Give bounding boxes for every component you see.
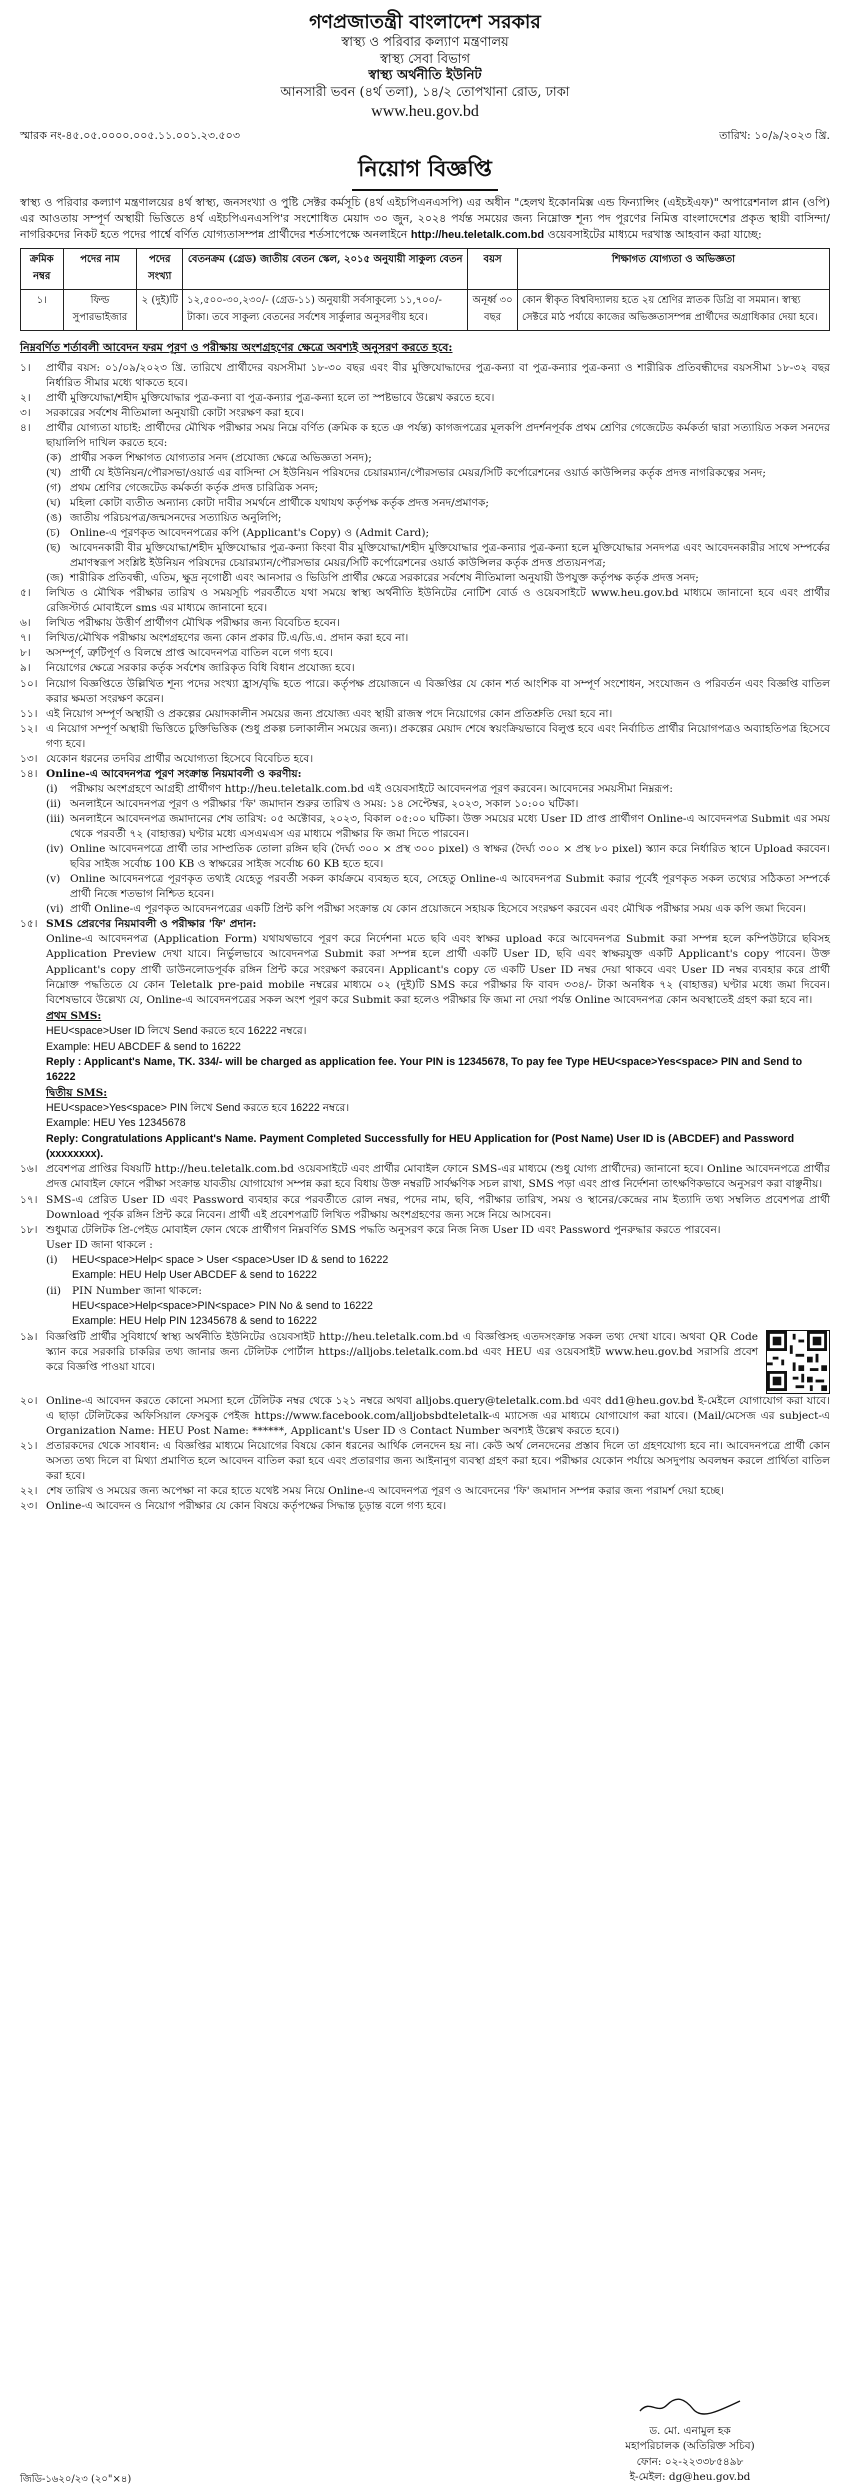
sms1-title: প্রথম SMS: (46, 1009, 102, 1022)
item-number: ৮। (20, 647, 31, 660)
sub-item-number: (v) (46, 872, 61, 885)
sub-list-item (46, 526, 830, 541)
column-header: বেতনক্রম (গ্রেড) জাতীয় বেতন স্কেল, ২০১৫ অনুযায়ী সাকুল্য বেতন (183, 248, 468, 289)
sub-item-number: (ঙ) (46, 512, 63, 525)
item-number: ১২। (20, 722, 38, 735)
sub-list-item (46, 902, 830, 917)
sub-item-text: শারীরিক প্রতিবন্ধী, এতিম, ক্ষুদ্র নৃগোষ্ঠী এবং আনসার ও ভিডিপি প্রার্থীর ক্ষেত্রে সরকারের সর্বশেষ নীতিমালা অনুযায়ী উপযুক্ত কর্তৃপক্ষ কর্তৃক প্রদত্ত সনদ; (70, 572, 699, 585)
list-item (20, 767, 830, 782)
column-header: পদের সংখ্যা (137, 248, 183, 289)
item-text: প্রতারকদের থেকে সাবধান: এ বিজ্ঞপ্তির মাধ্যমে নিয়োগের বিষয়ে কোন ধরনের আর্থিক লেনদেন হয় না। কেউ অর্থ লেনদেনের প্রস্তাব দিলে তা গ্রহণযোগ্য হবে না। আবেদনপত্রে প্রার্থী কোন অসত্য তথ্য দিলে বা মিথ্যা প্রমাণিত হলে আবেদন বাতিল করা হবে এবং প্রতারণার জন্য আইনানুগ ব্যবস্থা গ্রহণ করা হবে। পরীক্ষার যেকোন পর্যায়ে অসদুপায় অবলম্বন করলে প্রার্থিতা বাতিল করা হবে। (46, 1439, 830, 1482)
item-text: যেকোন ধরনের তদবির প্রার্থীর অযোগ্যতা হিসেবে বিবেচিত হবে। (46, 752, 314, 765)
item-text: প্রার্থীর বয়স: ০১/০৯/২০২৩ খ্রি. তারিখে প্রার্থীদের বয়সসীমা ১৮-৩০ বছর এবং বীর মুক্তিযোদ্ধাদের পুত্র-কন্যা বা পুত্র-কন্যার পুত্র-কন্যা ও শারীরিক প্রতিবন্ধীদের বয়সসীমা ১৮-৩২ বছর নির্ধারিত সীমার মধ্যে থাকতে হবে। (46, 361, 830, 389)
sub-item-number: (খ) (46, 467, 62, 480)
list-item (20, 586, 830, 616)
sub-item-text: প্রার্থী যে ইউনিয়ন/পৌরসভা/ওয়ার্ড এর বাসিন্দা সে ইউনিয়ন পরিষদের চেয়ারম্যান/পৌরসভার মেয়র/সিটি কর্পোরেশনের ওয়ার্ড কাউন্সিলর কর্তৃক প্রদত্ত নাগরিকত্বের সনদ; (70, 467, 766, 480)
item-number: ২২। (20, 1484, 38, 1497)
cell-post: ফিল্ড সুপারভাইজার (63, 289, 137, 330)
item-text: প্রবেশপত্র প্রাপ্তির বিষয়টি http://heu.teletalk.com.bd ওয়েবসাইটে এবং প্রার্থীর মোবাইল ফোনে SMS-এর মাধ্যমে (শুধু যোগ্য প্রার্থীদের) জানানো হবে। Online আবেদনপত্রে প্রার্থীর প্রদত্ত মোবাইল ফোনে পরীক্ষা সংক্রান্ত যাবতীয় যোগাযোগ সম্পন্ন করা হবে বিধায় উক্ত নম্বরটি সার্বক্ষণিক সচল রাখা, SMS পড়া এবং প্রাপ্ত নির্দেশনা তাৎক্ষণিকভাবে অনুসরণ করা বাঞ্ছনীয়। (46, 1163, 830, 1191)
sms2-format: HEU<space>Yes<space> PIN লিখে Send করতে হবে 16222 নম্বরে। (46, 1102, 350, 1114)
sub-list-item (46, 541, 830, 571)
list-item (20, 661, 830, 676)
sub-list (20, 782, 830, 917)
unit-name: স্বাস্থ্য অর্থনীতি ইউনিট (368, 68, 482, 84)
cell-age: অনূর্ধ্ব ৩০ বছর (468, 289, 518, 330)
item-number: ১০। (20, 677, 38, 690)
item-text: Online-এ আবেদন করতে কোনো সমস্যা হলে টেলিটক নম্বর থেকে ১২১ নম্বরে অথবা alljobs.query@teletalk.com.bd এবং dd1@heu.gov.bd ই-মেইলে যোগাযোগ করা যাবে। এ ছাড়া টেলিটকের অফিসিয়াল ফেসবুক পেইজ https://www.facebook.com/alljobsbdteletalk-এ ম্যাসেজ এর মাধ্যমে যোগাযোগ করা যাবে। (Mail/মেসেজ এর subject-এ Organization Name: HEU Post Name: ******, Applicant's User ID ও Contact Number অবশ্যই উল্লেখ করতে হবে।) (46, 1394, 830, 1437)
sub-list-item (46, 797, 830, 812)
conditions-list-3 (20, 1330, 830, 1514)
list-item (20, 722, 830, 752)
item-text: লিখিত/মৌখিক পরীক্ষায় অংশগ্রহণের জন্য কোন প্রকার টি.এ/ডি.এ. প্রদান করা হবে না। (46, 632, 409, 645)
sub-list-item (46, 571, 830, 586)
item-text: Online-এ আবেদনপত্র পূরণ সংক্রান্ত নিয়মাবলী ও করণীয়: (46, 767, 302, 780)
sub-list-item (46, 812, 830, 842)
notice-title: নিয়োগ বিজ্ঞপ্তি (20, 152, 830, 191)
sub-item-text: Online আবেদনপত্রে প্রার্থী তার সাম্প্রতিক তোলা রঙ্গিন ছবি (দৈর্ঘ্য ৩০০ × প্রস্থ ৩০০ pixel) ও স্বাক্ষর (দৈর্ঘ্য ৩০০ × প্রস্থ ৮০ pixel) স্ক্যান করে নির্ধারিত স্থানে Upload করবেন। ছবির সাইজ সর্বোচ্চ 100 KB ও স্বাক্ষরের সাইজ সর্বোচ্চ 60 KB হতে হবে। (70, 842, 830, 870)
sub-item-number: (iii) (46, 812, 65, 825)
gd-reference: জিডি-১৬২০/২৩ (২০"×৪) (20, 2474, 132, 2485)
list-item (20, 361, 830, 391)
signature-block (590, 2395, 790, 2485)
item-text: প্রার্থীর যোগ্যতা যাচাই: প্রার্থীদের মৌখিক পরীক্ষার সময় নিম্নে বর্ণিত (ক্রমিক ক হতে ঞ পর্যন্ত) কাগজপত্রের মূলকপি প্রদর্শনপূর্বক প্রথম শ্রেণির গেজেটেড কর্মকর্তা দ্বারা সত্যায়িত সকল সনদের ছায়ালিপি দাখিল করতে হবে: (46, 421, 830, 450)
column-header: ক্রমিক নম্বর (21, 248, 64, 289)
list-item (20, 406, 830, 421)
item-number: ৭। (20, 632, 31, 645)
letterhead (20, 10, 830, 123)
signatory-name: ড. মো. এনামুল হক (649, 2425, 731, 2438)
office-address: আনসারী ভবন (৪র্থ তলা), ১৪/২ তোপখানা রোড, ঢাকা (280, 85, 570, 101)
website-link[interactable]: www.heu.gov.bd (371, 103, 479, 121)
government-name: গণপ্রজাতন্ত্রী বাংলাদেশ সরকার (309, 11, 541, 33)
sub-item-text: Online আবেদনপত্রে পূরণকৃত তথ্যই যেহেতু পরবর্তী সকল কার্যক্রমে ব্যবহৃত হবে, সেহেতু Online-এ আবেদনপত্র Submit করার পূর্বেই পূরণকৃত সকল তথ্যের সঠিকতা সম্পর্কে প্রার্থী নিজে শতভাগ নিশ্চিত হবেন। (70, 872, 830, 900)
item-number: ২০। (20, 1394, 38, 1407)
item-number: ৩। (20, 406, 31, 419)
list-item (20, 631, 830, 646)
conditions-heading: নিম্নবর্ণিত শর্তাবলী আবেদন ফরম পূরণ ও পরীক্ষায় অংশগ্রহণের ক্ষেত্রে অবশ্যই অনুসরণ করতে হবে: (20, 340, 453, 354)
item-number: ২১। (20, 1439, 38, 1452)
sub-item-text: প্রার্থীর সকল শিক্ষাগত যোগ্যতার সনদ (প্রযোজ্য ক্ষেত্রে অভিজ্ঞতা সনদ); (70, 452, 372, 465)
sub-item-number: (ঘ) (46, 497, 61, 510)
sub-list-item (46, 872, 830, 902)
sub-item-number: (গ) (46, 482, 62, 495)
sub-item-number: (চ) (46, 527, 60, 540)
conditions-list-2 (20, 1162, 830, 1237)
sub-item-text: Online-এ পূরণকৃত আবেদনপত্রের কপি (Applicant's Copy) ও (Admit Card); (70, 527, 430, 540)
item-text: SMS-এ প্রেরিত User ID এবং Password ব্যবহার করে পরবর্তীতে রোল নম্বর, পদের নাম, ছবি, পরীক্ষার তারিখ, সময় ও স্থানের/কেন্দ্রের নাম ইত্যাদি তথ্য সম্বলিত প্রবেশপত্র প্রার্থী Download পূর্বক রঙ্গিন প্রিন্ট করে নিবেন। প্রার্থী এই প্রবেশপত্রটি লিখিত পরীক্ষায় অংশগ্রহণের জন্য সঙ্গে নিয়ে আসবেন। (46, 1193, 830, 1221)
list-item (20, 421, 830, 451)
signature-scribble-icon (635, 2395, 745, 2417)
cell-salary: ১২,৫০০-৩০,২৩০/- (গ্রেড-১১) অনুযায়ী সর্বসাকুল্যে ১১,৭০০/- টাকা। তবে সাকুল্য বেতনের সর্বশেষ সার্কুলার অনুসরণীয় হবে। (183, 289, 468, 330)
sub-item-number: (ছ) (46, 542, 61, 555)
list-item (20, 1162, 830, 1192)
list-item (20, 646, 830, 661)
division-name: স্বাস্থ্য সেবা বিভাগ (379, 51, 471, 67)
sub-item-text: প্রথম শ্রেণির গেজেটেড কর্মকর্তা কর্তৃক প্রদত্ত চারিত্রিক সনদ; (70, 482, 319, 495)
table-row (21, 289, 830, 330)
item-number: ১৯। (20, 1330, 38, 1343)
sms1-example: Example: HEU ABCDEF & send to 16222 (46, 1040, 241, 1053)
sub-item-number: (vi) (46, 902, 64, 915)
item-text: প্রার্থী মুক্তিযোদ্ধা/শহীদ মুক্তিযোদ্ধার পুত্র-কন্যা বা পুত্র-কন্যার পুত্র-কন্যা হলে তা স্পষ্টভাবে উল্লেখ করতে হবে। (46, 391, 495, 404)
memo-number: স্মারক নং-৪৫.০৫.০০০০.০০৫.১১.০০১.২৩.৫০৩ (20, 129, 240, 143)
item-number: ১। (20, 361, 31, 374)
list-item (20, 1193, 830, 1223)
sub-list-item (46, 842, 830, 872)
sub-item-number: (ক) (46, 452, 62, 465)
list-item (20, 1439, 830, 1484)
sub-list-item (46, 496, 830, 511)
item-text: এই নিয়োগ সম্পূর্ণ অস্থায়ী ও প্রকল্পের মেয়াদকালীন সময়ের জন্য প্রযোজ্য এবং স্থায়ী রাজস্ব পদে নিয়োগের কোন প্রতিশ্রুতি দেয়া হবে না। (46, 707, 613, 720)
item-number: ১৮। (20, 1223, 38, 1236)
item-number: ৯। (20, 662, 31, 675)
list-item (20, 707, 830, 722)
sub-list-item (46, 466, 830, 481)
sms2-example: Example: HEU Yes 12345678 (46, 1117, 186, 1130)
list-item (20, 752, 830, 767)
memo-date: তারিখ: ১০/৯/২০২৩ খ্রি. (719, 129, 830, 143)
item-text: লিখিত পরীক্ষায় উত্তীর্ণ প্রার্থীগণ মৌখিক পরীক্ষার জন্য বিবেচিত হবেন। (46, 617, 340, 630)
sub-list-item (46, 511, 830, 526)
item-text: অসম্পূর্ণ, ত্রুটিপূর্ণ ও বিলম্বে প্রাপ্ত আবেদনপত্র বাতিল বলে গণ্য হবে। (46, 647, 333, 660)
item-number: ২। (20, 391, 31, 404)
list-item (20, 1223, 830, 1238)
sub-item-number: (iv) (46, 842, 64, 855)
sms-intro: Online-এ আবেদনপত্র (Application Form) যথাযথভাবে পূরণ করে নির্দেশনা মতে ছবি এবং স্বাক্ষর upload করে আবেদনপত্র Submit করা সম্পন্ন হলে কম্পিউটারে ছবিসহ Application Preview দেখা যাবে। নির্ভুলভাবে আবেদনপত্র Submit করা সম্পন্ন হলে প্রার্থী একটি User ID, ছবি এবং স্বাক্ষরযুক্ত একটি Applicant's copy পাবেন। উক্ত Applicant's copy প্রার্থী ডাউনলোডপূর্বক রঙ্গিন প্রিন্ট করে সংরক্ষণ করবেন। Applicant's copy তে একটি User ID নম্বর দেয়া থাকবে এবং User ID নম্বর ব্যবহার করে প্রার্থী নিম্নোক্ত পদ্ধতিতে যে কোন Teletalk pre-paid mobile নম্বরের মাধ্যমে ০২ (দুই)টি SMS করে পরীক্ষার ফি বাবদ ৩৩৪/- টাকা অনধিক ৭২ (বাহাত্তর) ঘণ্টার মধ্যে জমা দিবেন। বিশেষভাবে উল্লেখ্য যে, Online-এ আবেদনপত্রের সকল অংশ পূরণ করে Submit করা হলেও পরীক্ষার ফি জমা না দেয়া পর্যন্ত Online আবেদনপত্র কোন অবস্থাতেই গ্রহণ করা হবে না। (46, 933, 830, 1007)
list-item (20, 1330, 830, 1394)
sub-item-text: মহিলা কোটা ব্যতীত অন্যান্য কোটা দাবীর সমর্থনে প্রার্থীকে যথাযথ কর্তৃপক্ষ কর্তৃক প্রদত্ত সনদ/প্রমাণক; (70, 497, 489, 510)
cell-serial: ১। (21, 289, 64, 330)
sms2-title: দ্বিতীয় SMS: (46, 1086, 108, 1099)
sub-list-item (46, 451, 830, 466)
column-header: পদের নাম (63, 248, 137, 289)
item-text: এ নিয়োগ সম্পূর্ণ অস্থায়ী ভিত্তিতে চুক্তিভিত্তিক (শুধু প্রকল্প চলাকালীন সময়ের জন্য)। প্রকল্পের মেয়াদ শেষে স্বয়ংক্রিয়ভাবে বিলুপ্ত হবে এবং নির্বাচিত প্রার্থীর নিয়োগপত্রও অব্যাহতিপত্র হিসেবে গণ্য হবে। (46, 722, 830, 750)
table-header-row (21, 248, 830, 289)
sub-list-item (46, 481, 830, 496)
item-text: নিয়োগের ক্ষেত্রে সরকার কর্তৃক সর্বশেষ জারিকৃত বিধি বিধান প্রযোজ্য হবে। (46, 662, 355, 675)
list-item (20, 391, 830, 406)
sms2-reply: Reply: Congratulations Applicant's Name. Payment Completed Successfully for HEU Application for (Post Name) User ID is (ABCDEF) and Password (xxxxxxxx). (46, 1132, 795, 1161)
signatory-phone: ফোন: ০২-২২৩৩৮৫৪৯৮ (636, 2455, 744, 2468)
item-number: ১৩। (20, 752, 38, 765)
sub-item-text: প্রার্থী Online-এ পূরণকৃত আবেদনপত্রের একটি প্রিন্ট কপি পরীক্ষা সংক্রান্ত যে কোন প্রয়োজনে সহায়ক হিসেবে সংরক্ষণ করবেন এবং মৌখিক পরীক্ষার সময় এক কপি জমা দিবেন। (70, 902, 806, 915)
item-text: SMS প্রেরণের নিয়মাবলী ও পরীক্ষার 'ফি' প্রদান: (46, 918, 257, 931)
list-item (20, 616, 830, 631)
table-body (21, 289, 830, 330)
item-number: ১৪। (20, 767, 38, 780)
recovery-section: User ID জানা থাকলে : (i) HEU<space>Help< space > User <space>User ID & send to 16222 Example: HEU Help User ABCDEF & send to 16222 (ii) PIN Number জানা থাকলে: HEU<space>Help<space>PIN<space> PIN No & send to 16222 Example: HEU Help PIN 12345678 & send to 16222 (20, 1238, 830, 1330)
item-text: শেষ তারিখ ও সময়ের জন্য অপেক্ষা না করে হাতে যথেষ্ট সময় নিয়ে Online-এ আবেদনপত্র পূরণ ও আবেদনের 'ফি' জমাদান সম্পন্ন করার জন্য পরামর্শ দেয়া হচ্ছে। (46, 1484, 724, 1497)
list-item (20, 1484, 830, 1499)
column-header: বয়স (468, 248, 518, 289)
item-number: ১৬। (20, 1163, 38, 1176)
item-text: সরকারের সর্বশেষ নীতিমালা অনুযায়ী কোটা সংরক্ষণ করা হবে। (46, 406, 305, 419)
sub-item-text: জাতীয় পরিচয়পত্র/জন্মসনদের সত্যায়িত অনুলিপি; (70, 512, 282, 525)
item-text: Online-এ আবেদন ও নিয়োগ পরীক্ষার যে কোন বিষয়ে কর্তৃপক্ষের সিদ্ধান্ত চূড়ান্ত বলে গণ্য হবে। (46, 1499, 447, 1512)
signatory-designation: মহাপরিচালক (অতিরিক্ত সচিব) (625, 2440, 755, 2453)
item-text: বিজ্ঞপ্তিটি প্রার্থীর সুবিধার্থে স্বাস্থ্য অর্থনীতি ইউনিটের ওয়েবসাইট http://heu.teletalk.com.bd এ বিজ্ঞপ্তিসহ এতদসংক্রান্ত সকল তথ্য দেখা যাবে। অথবা QR Code স্ক্যান করে সরকারি চাকরির তথ্য জানার জন্য টেলিটক পোর্টাল https://alljobs.teletalk.com.bd এবং HEU এর ওয়েবসাইট www.heu.gov.bd সরাসরি প্রবেশ করে বিজ্ঞপ্তি পাওয়া যাবে। (46, 1330, 758, 1373)
item-number: ১১। (20, 707, 38, 720)
list-item (20, 1499, 830, 1514)
sub-item-number: (ii) (46, 797, 62, 810)
ministry-name: স্বাস্থ্য ও পরিবার কল্যাণ মন্ত্রণালয় (341, 34, 509, 50)
list-item (20, 917, 830, 932)
sub-item-text: অনলাইনে আবেদনপত্র পূরণ ও পরীক্ষার 'ফি' জমাদান শুরুর তারিখ ও সময়: ১৪ সেপ্টেম্বর, ২০২৩, সকাল ১০:০০ ঘটিকা। (70, 797, 579, 810)
item-number: ২৩। (20, 1499, 38, 1512)
column-header: শিক্ষাগত যোগ্যতা ও অভিজ্ঞতা (518, 248, 830, 289)
item-number: ৫। (20, 587, 31, 600)
item-text: লিখিত ও মৌখিক পরীক্ষার তারিখ ও সময়সূচি পরবর্তীতে যথা সময়ে স্বাস্থ্য অর্থনীতি ইউনিটের নোটিশ বোর্ড ও ওয়েবসাইটে www.heu.gov.bd মাধ্যমে জানানো হবে এবং প্রার্থীর রেজিস্টার্ড মোবাইলে sms এর মাধ্যমে জানানো হবে। (46, 587, 830, 615)
sub-item-number: (i) (46, 782, 58, 795)
cell-count: ২ (দুই)টি (137, 289, 183, 330)
cell-qualification: কোন স্বীকৃত বিশ্ববিদ্যালয় হতে ২য় শ্রেণির স্নাতক ডিগ্রি বা সমমান। স্বাস্থ্য সেক্টরে মাঠ পর্যায়ে কাজের অভিজ্ঞতাসম্পন্ন প্রার্থীদের অগ্রাধিকার দেয়া হবে। (518, 289, 830, 330)
sub-item-text: পরীক্ষায় অংশগ্রহণে আগ্রহী প্রার্থীগণ http://heu.teletalk.com.bd এই ওয়েবসাইটে আবেদনপত্র পূরণ করবেন। আবেদনের সময়সীমা নিম্নরূপ: (70, 782, 673, 795)
sub-list (20, 451, 830, 586)
sms1-reply: Reply : Applicant's Name, TK. 334/- will be charged as application fee. Your PIN is 12345678, To pay fee Type HEU<space>Yes<space> PIN and Send to 16222 (46, 1055, 803, 1084)
item-number: ১৭। (20, 1193, 38, 1206)
recovery-heading: User ID জানা থাকলে : (46, 1238, 153, 1251)
qr-code-icon[interactable] (766, 1330, 830, 1394)
item-number: ৬। (20, 617, 31, 630)
sub-item-text: অনলাইনে আবেদনপত্র জমাদানের শেষ তারিখ: ০৫ অক্টোবর, ২০২৩, বিকাল ০৫:০০ ঘটিকা। উক্ত সময়ের মধ্যে User ID প্রাপ্ত প্রার্থীগণ Online-এ আবেদনপত্র Submit এর সময় থেকে পরবর্তী ৭২ (বাহাত্তর) ঘণ্টার মধ্যে এসএমএস এর মাধ্যমে পরীক্ষার ফি জমা দিতে পারবেন। (70, 812, 830, 840)
item-number: ৪। (20, 421, 31, 434)
list-item (20, 1394, 830, 1439)
sms1-format: HEU<space>User ID লিখে Send করতে হবে 16222 নম্বরে। (46, 1025, 307, 1038)
memo-line (20, 127, 830, 146)
intro-paragraph: স্বাস্থ্য ও পরিবার কল্যাণ মন্ত্রণালয়ের ৪র্থ স্বাস্থ্য, জনসংখ্যা ও পুষ্টি সেক্টর কর্মসূচি (৪র্থ এইচপিএনএসপি) এর অধীন "হেলথ ইকোনমিক্স এন্ড ফিন্যান্সিং (এইচইএফ)" অপারেশনাল প্লান (ওপি) এর আওতায় সম্পূর্ণ অস্থায়ী ভিত্তিতে ৪র্থ এইচপিএনএসপি'র সংশোধিত মেয়াদ ৩০ জুন, ২০২৪ পর্যন্ত সময়ের জন্য নিম্নোক্ত শূন্য পদ পূরণের নিমিত্ত বাংলাদেশের প্রকৃত স্থায়ী বাসিন্দা/নাগরিকদের নিকট হতে পদের পার্শ্বে বর্ণিত যোগ্যতাসম্পন্ন প্রার্থীদের শর্তসাপেক্ষে অনলাইনে http://heu.teletalk.com.bd ওয়েবসাইটের মাধ্যমে দরখাস্ত আহবান করা যাচ্ছে: (20, 196, 830, 241)
sms-section (20, 932, 830, 1162)
item-text: নিয়োগ বিজ্ঞপ্তিতে উল্লিখিত শূন্য পদের সংখ্যা হ্রাস/বৃদ্ধি হতে পারে। কর্তৃপক্ষ প্রয়োজনে এ বিজ্ঞপ্তির যে কোন শর্ত আংশিক বা সম্পূর্ণ সংশোধন, সংযোজন ও পরিবর্তন এবং বিজ্ঞপ্তি বাতিল করার ক্ষমতা সংরক্ষণ করেন। (46, 677, 830, 705)
list-item (20, 677, 830, 707)
sub-item-number: (জ) (46, 572, 64, 585)
conditions-list (20, 361, 830, 932)
sub-item-text: আবেদনকারী বীর মুক্তিযোদ্ধা/শহীদ মুক্তিযোদ্ধার পুত্র-কন্যা কিংবা বীর মুক্তিযোদ্ধা/শহীদ মুক্তিযোদ্ধার পুত্র-কন্যার পুত্র-কন্যা হলে মুক্তিযোদ্ধার সনদপত্র এবং আবেদনকারীর সাথে সম্পর্কের প্রমাণস্বরূপ সংশ্লিষ্ট ইউনিয়ন পরিষদের চেয়ারম্যান/পৌরসভার মেয়র/সিটি কর্পোরেশনের ওয়ার্ড কাউন্সিলর কর্তৃক প্রদত্ত প্রত্যয়নপত্র; (70, 542, 830, 570)
signatory-email: ই-মেইল: dg@heu.gov.bd (629, 2470, 751, 2483)
item-number: ১৫। (20, 918, 38, 931)
application-url[interactable]: http://heu.teletalk.com.bd (410, 228, 545, 241)
sub-list-item (46, 782, 830, 797)
vacancy-table (20, 248, 830, 331)
item-text: শুধুমাত্র টেলিটক প্রি-পেইড মোবাইল ফোন থেকে প্রার্থীগণ নিম্নবর্ণিত SMS পদ্ধতি অনুসরণ করে নিজ নিজ User ID এবং Password পুনরুদ্ধার করতে পারবেন। (46, 1223, 721, 1236)
